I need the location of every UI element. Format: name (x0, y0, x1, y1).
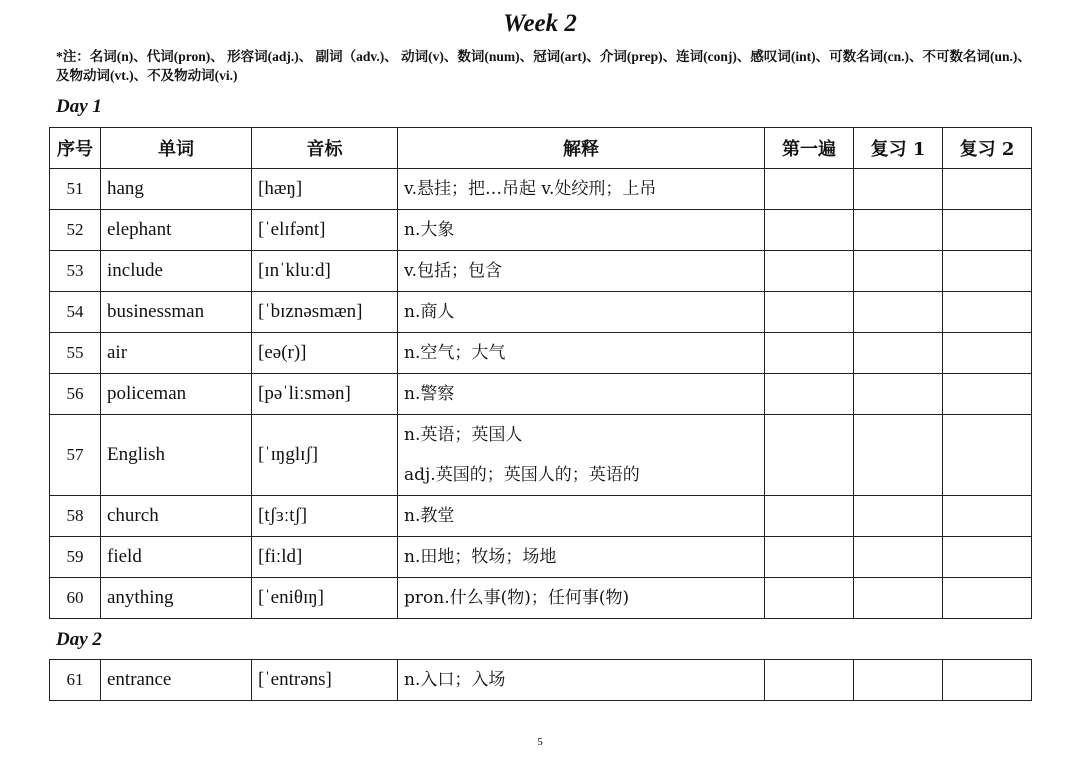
meaning-line: n.入口；入场 (404, 670, 506, 690)
row-meaning (398, 210, 765, 251)
day2-label: Day 2 (56, 629, 102, 650)
review-1-cell (854, 333, 943, 374)
row-word: elephant (101, 210, 252, 251)
row-meaning (398, 374, 765, 415)
review-1-cell (854, 660, 943, 701)
row-index: 53 (50, 251, 101, 292)
row-meaning (398, 415, 765, 496)
row-word: policeman (101, 374, 252, 415)
meaning-line: v.悬挂；把…吊起 v.处绞刑；上吊 (404, 179, 657, 199)
row-phonetic: [ˈentrəns] (252, 660, 398, 701)
row-index: 55 (50, 333, 101, 374)
review-1-cell (854, 415, 943, 496)
row-phonetic: [pəˈliːsmən] (252, 374, 398, 415)
row-word: anything (101, 578, 252, 619)
header-review-2: 复习 2 (943, 128, 1032, 169)
table-row (50, 496, 1032, 537)
row-word: field (101, 537, 252, 578)
review-1-cell (854, 251, 943, 292)
row-meaning (398, 333, 765, 374)
first-pass-cell (765, 578, 854, 619)
table-row (50, 251, 1032, 292)
review-2-cell (943, 210, 1032, 251)
row-phonetic: [ˈbɪznəsmæn] (252, 292, 398, 333)
review-2-cell (943, 169, 1032, 210)
review-2-cell (943, 496, 1032, 537)
table-row (50, 169, 1032, 210)
review-2-cell (943, 537, 1032, 578)
row-phonetic: [ˈelɪfənt] (252, 210, 398, 251)
row-index: 52 (50, 210, 101, 251)
review-2-cell (943, 292, 1032, 333)
abbreviation-note: *注：名词(n)、代词(pron)、 形容词(adj.)、 副词（adv.)、 动词(v)、数词(num)、冠词(art)、介词(prep)、连词(conj)、感叹词(int)、可数名词(cn.)、不可数名词(un.)、及物动词(vt.)、不及物动词(vi.) (56, 49, 1031, 83)
review-1-cell (854, 374, 943, 415)
table-row (50, 537, 1032, 578)
review-1-cell (854, 537, 943, 578)
review-2-cell (943, 333, 1032, 374)
row-meaning (398, 169, 765, 210)
row-index: 57 (50, 415, 101, 496)
review-1-cell (854, 210, 943, 251)
vocab-table-day1 (49, 127, 1032, 619)
row-phonetic: [eə(r)] (252, 333, 398, 374)
row-meaning (398, 537, 765, 578)
review-1-cell (854, 578, 943, 619)
row-word: businessman (101, 292, 252, 333)
meaning-line: adj.英国的；英国人的；英语的 (404, 465, 640, 485)
vocab-table-day2 (49, 659, 1032, 701)
review-2-cell (943, 578, 1032, 619)
page-title: Week 2 (503, 10, 577, 37)
page-number: 5 (537, 736, 543, 748)
review-2-cell (943, 415, 1032, 496)
review-1-cell (854, 292, 943, 333)
header-meaning: 解释 (398, 128, 765, 169)
meaning-line: pron.什么事(物)；任何事(物) (404, 588, 630, 608)
row-index: 58 (50, 496, 101, 537)
header-review-1: 复习 1 (854, 128, 943, 169)
meaning-line: n.英语；英国人 (404, 425, 523, 445)
row-word: hang (101, 169, 252, 210)
review-2-cell (943, 374, 1032, 415)
review-1-cell (854, 169, 943, 210)
header-word: 单词 (101, 128, 252, 169)
table-row (50, 292, 1032, 333)
first-pass-cell (765, 251, 854, 292)
row-index: 60 (50, 578, 101, 619)
row-index: 54 (50, 292, 101, 333)
row-index: 59 (50, 537, 101, 578)
table-row (50, 578, 1032, 619)
row-index: 61 (50, 660, 101, 701)
table-header-row (50, 128, 1032, 169)
row-word: entrance (101, 660, 252, 701)
meaning-line: v.包括；包含 (404, 261, 502, 281)
row-phonetic: [ˈeniθɪŋ] (252, 578, 398, 619)
row-word: air (101, 333, 252, 374)
first-pass-cell (765, 537, 854, 578)
row-index: 56 (50, 374, 101, 415)
header-first-pass: 第一遍 (765, 128, 854, 169)
first-pass-cell (765, 415, 854, 496)
row-word: include (101, 251, 252, 292)
meaning-line: n.大象 (404, 220, 455, 240)
first-pass-cell (765, 292, 854, 333)
review-2-cell (943, 251, 1032, 292)
row-meaning (398, 292, 765, 333)
row-word: English (101, 415, 252, 496)
row-phonetic: [fiːld] (252, 537, 398, 578)
table-row (50, 210, 1032, 251)
row-meaning (398, 578, 765, 619)
row-meaning (398, 496, 765, 537)
table-row (50, 415, 1032, 496)
first-pass-cell (765, 374, 854, 415)
first-pass-cell (765, 660, 854, 701)
day1-label: Day 1 (56, 96, 102, 117)
first-pass-cell (765, 210, 854, 251)
row-phonetic: [hæŋ] (252, 169, 398, 210)
first-pass-cell (765, 333, 854, 374)
meaning-line: n.教堂 (404, 506, 455, 526)
meaning-line: n.商人 (404, 302, 455, 322)
table-row (50, 660, 1032, 701)
row-phonetic: [ɪnˈkluːd] (252, 251, 398, 292)
row-index: 51 (50, 169, 101, 210)
header-phonetic: 音标 (252, 128, 398, 169)
meaning-line: n.空气；大气 (404, 343, 506, 363)
review-2-cell (943, 660, 1032, 701)
table-row (50, 333, 1032, 374)
header-index: 序号 (50, 128, 101, 169)
review-1-cell (854, 496, 943, 537)
row-word: church (101, 496, 252, 537)
first-pass-cell (765, 169, 854, 210)
first-pass-cell (765, 496, 854, 537)
row-phonetic: [tʃɜːtʃ] (252, 496, 398, 537)
row-meaning (398, 251, 765, 292)
meaning-line: n.田地；牧场；场地 (404, 547, 557, 567)
row-phonetic: [ˈɪŋglɪʃ] (252, 415, 398, 496)
row-meaning (398, 660, 765, 701)
meaning-line: n.警察 (404, 384, 455, 404)
table-row (50, 374, 1032, 415)
